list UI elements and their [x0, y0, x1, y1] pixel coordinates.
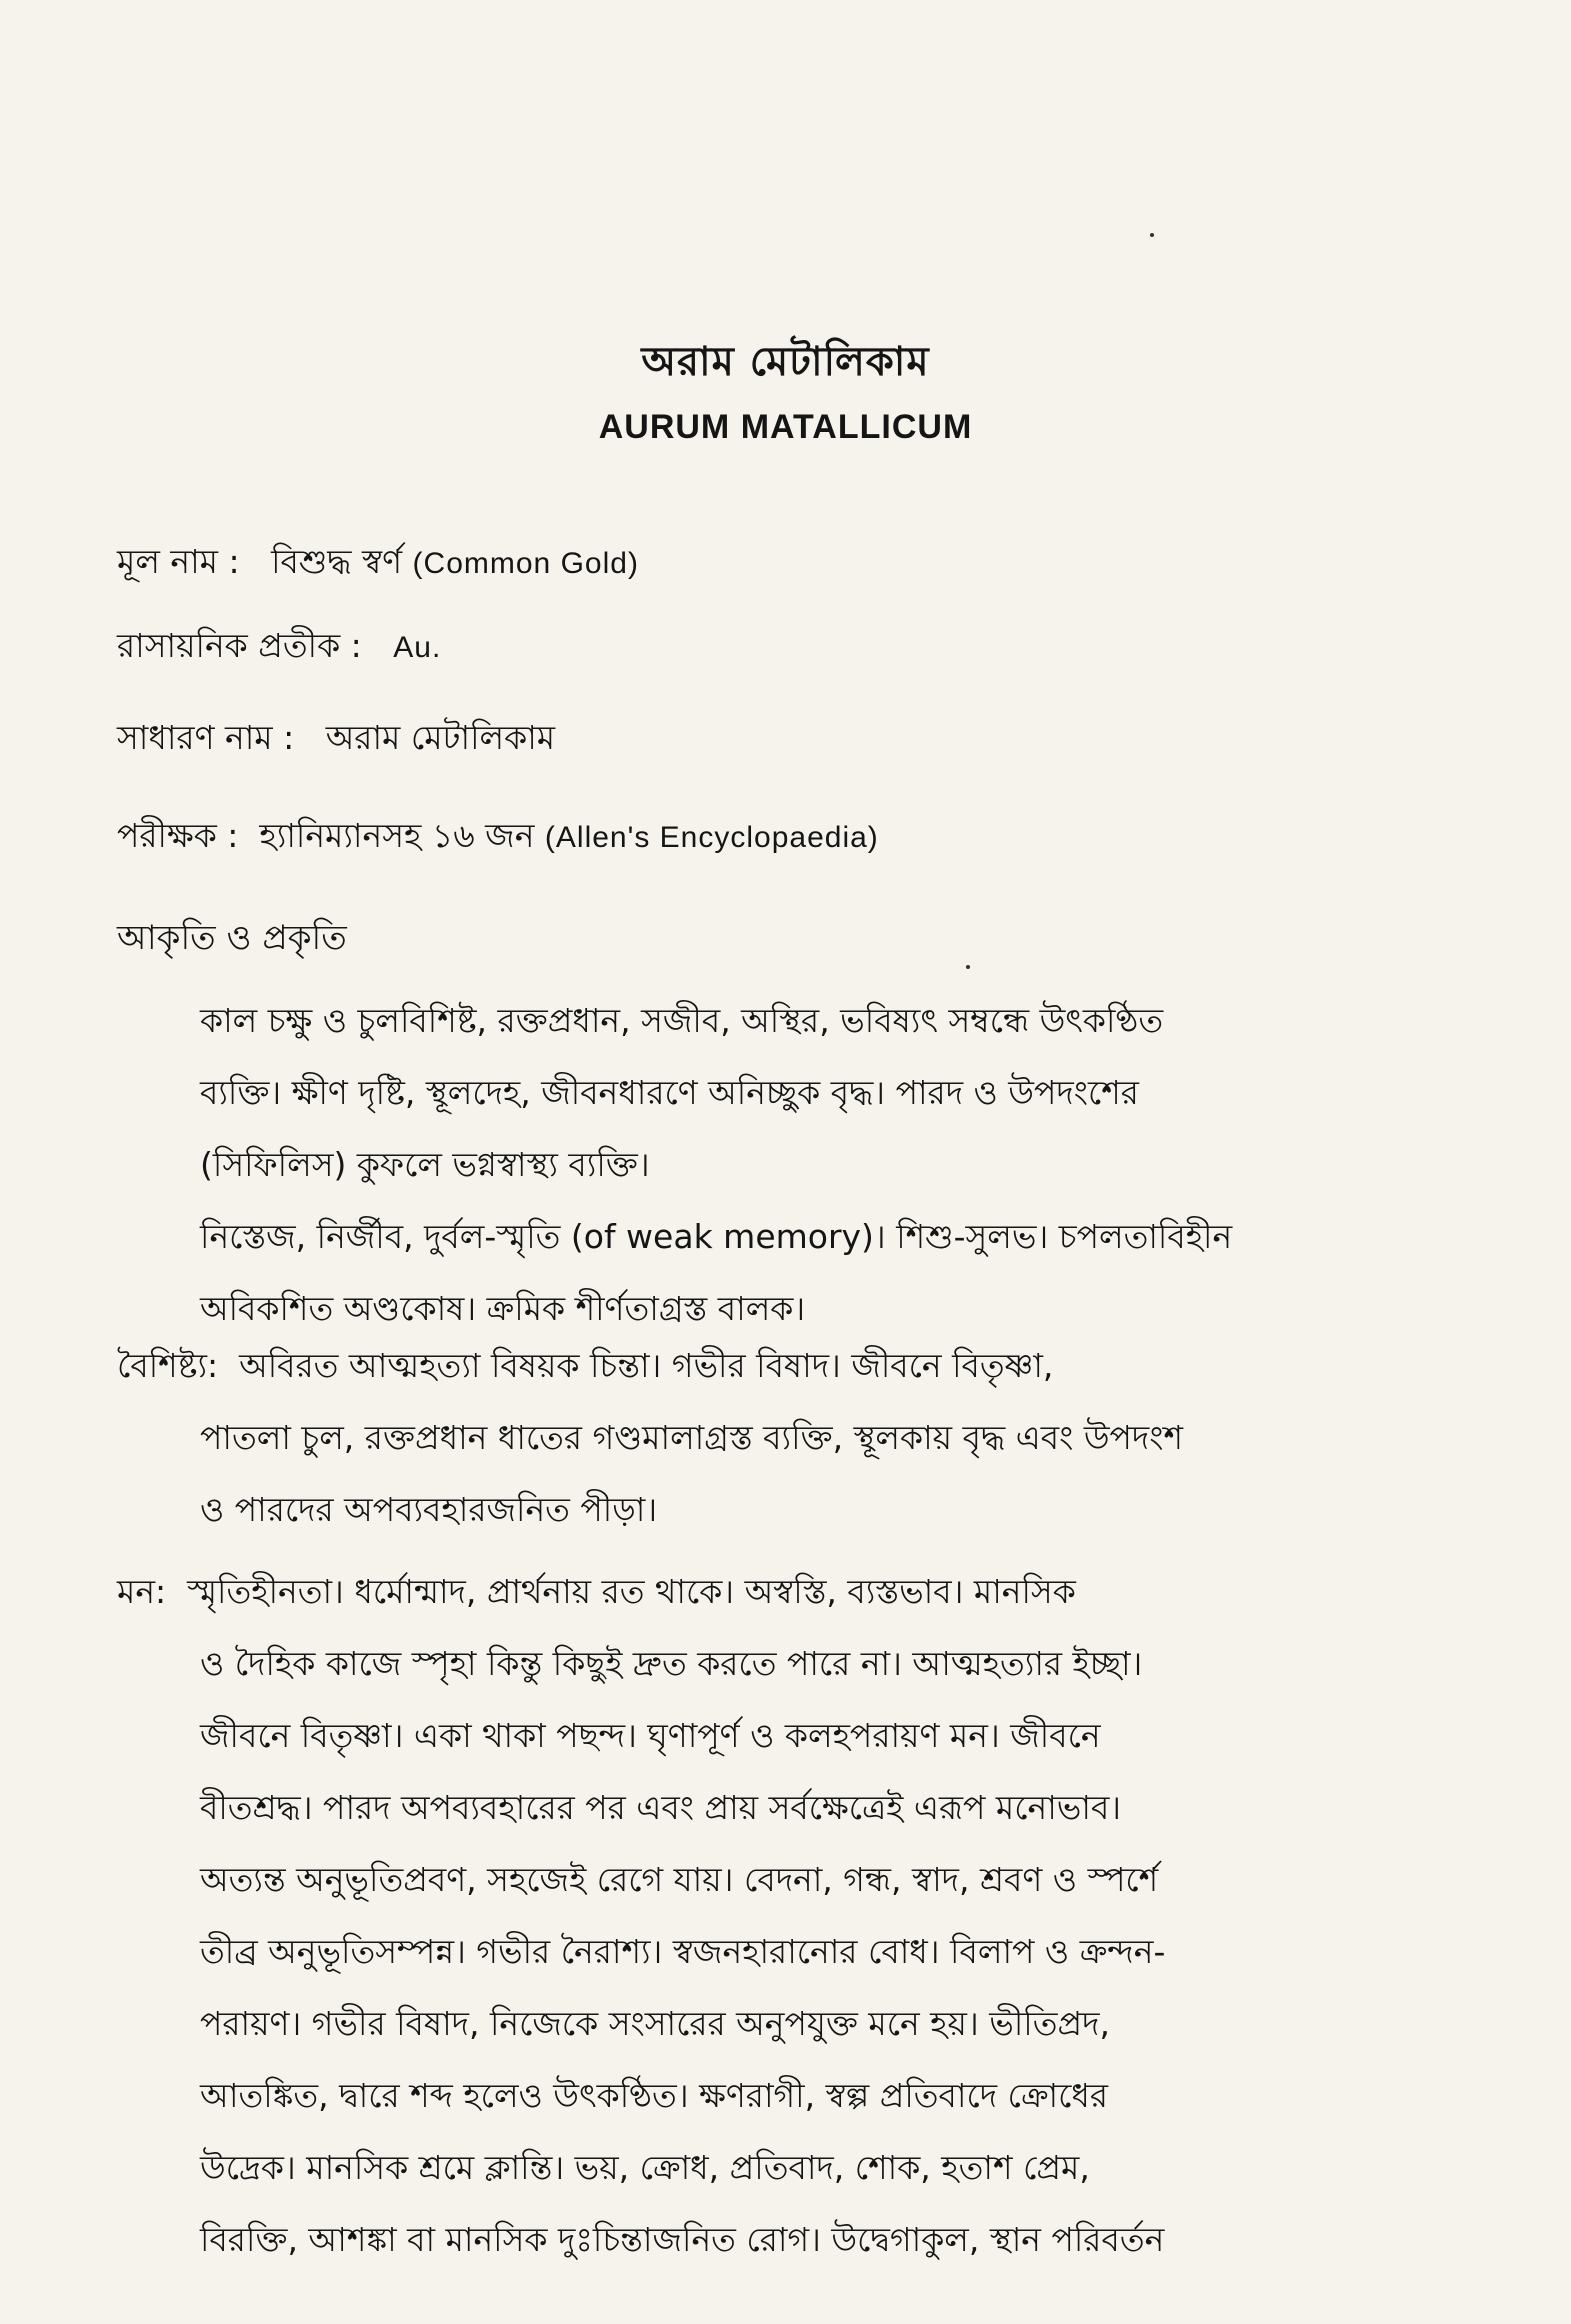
field-value: অরাম মেটালিকাম — [325, 718, 556, 757]
field-value-en: Au. — [393, 631, 442, 664]
field-label: মূল নাম : — [117, 542, 240, 581]
field-label: রাসায়নিক প্রতীক : — [117, 626, 362, 665]
speck-mark — [1150, 233, 1154, 237]
text-line-body: অবিরত আত্মহত্যা বিষয়ক চিন্তা। গভীর বিষাদ। জীবনে বিতৃষ্ণা, — [239, 1346, 1054, 1385]
field-label: সাধারণ নাম : — [117, 718, 295, 757]
text-line: বিরক্তি, আশঙ্কা বা মানসিক দুঃচিন্তাজনিত রোগ। উদ্বেগাকুল, স্থান পরিবর্তন — [200, 2220, 1165, 2259]
text-line: ও পারদের অপব্যবহারজনিত পীড়া। — [200, 1490, 658, 1529]
field-label: পরীক্ষক : — [117, 816, 239, 855]
text-line: অবিকশিত অণ্ডকোষ। ক্রমিক শীর্ণতাগ্রস্ত বালক। — [200, 1289, 806, 1328]
section-mind — [117, 1556, 1417, 2276]
field-value: হ্যানিম্যানসহ ১৬ জন — [259, 816, 535, 855]
title-english: AURUM MATALLICUM — [598, 408, 973, 446]
text-line: নিস্তেজ, নির্জীব, দুর্বল-স্মৃতি (of weak memory)। শিশু-সুলভ। চপলতাবিহীন — [200, 1217, 1233, 1256]
section-features — [117, 1330, 1417, 1546]
field-value: বিশুদ্ধ স্বর্ণ — [271, 542, 403, 581]
title-bengali: অরাম মেটালিকাম — [641, 339, 930, 385]
text-line: আতঙ্কিত, দ্বারে শব্দ হলেও উৎকণ্ঠিত। ক্ষণরাগী, স্বল্প প্রতিবাদে ক্রোধের — [200, 2076, 1109, 2115]
text-line: পাতলা চুল, রক্তপ্রধান ধাতের গণ্ডমালাগ্রস্ত ব্যক্তি, স্থূলকায় বৃদ্ধ এবং উপদংশ — [200, 1418, 1184, 1457]
field-provers — [117, 812, 879, 862]
text-line: অত্যন্ত অনুভূতিপ্রবণ, সহজেই রেগে যায়। বেদনা, গন্ধ, স্বাদ, শ্রবণ ও স্পর্শে — [200, 1860, 1159, 1899]
section-label: মন: — [117, 1572, 167, 1611]
text-line: ব্যক্তি। ক্ষীণ দৃষ্টি, স্থূলদেহ, জীবনধারণে অনিচ্ছুক বৃদ্ধ। পারদ ও উপদংশের — [200, 1073, 1139, 1112]
section-heading-appearance: আকৃতি ও প্রকৃতি — [117, 918, 347, 958]
text-line — [117, 1556, 1417, 1628]
text-line: বীতশ্রদ্ধ। পারদ অপব্যবহারের পর এবং প্রায় সর্বক্ষেত্রেই এরূপ মনোভাব। — [200, 1788, 1122, 1827]
text-line: উদ্রেক। মানসিক শ্রমে ক্লান্তি। ভয়, ক্রোধ, প্রতিবাদ, শোক, হতাশ প্রেম, — [200, 2148, 1090, 2187]
text-line: তীব্র অনুভূতিসম্পন্ন। গভীর নৈরাশ্য। স্বজনহারানোর বোধ। বিলাপ ও ক্রন্দন- — [200, 1932, 1166, 1971]
text-line: (সিফিলিস) কুফলে ভগ্নস্বাস্থ্য ব্যক্তি। — [200, 1145, 650, 1184]
section-label: বৈশিষ্ট্য: — [117, 1346, 219, 1385]
text-line: ও দৈহিক কাজে স্পৃহা কিন্তু কিছুই দ্রুত করতে পারে না। আত্মহত্যার ইচ্ছা। — [200, 1644, 1143, 1683]
text-line — [117, 1330, 1417, 1402]
field-chemical-symbol — [117, 622, 441, 672]
field-original-name — [117, 538, 639, 588]
text-line: জীবনে বিতৃষ্ণা। একা থাকা পছন্দ। ঘৃণাপূর্ণ ও কলহপরায়ণ মন। জীবনে — [200, 1716, 1101, 1755]
speck-mark — [966, 965, 970, 969]
text-line-body: স্মৃতিহীনতা। ধর্মোন্মাদ, প্রার্থনায় রত থাকে। অস্বস্তি, ব্যস্তভাব। মানসিক — [187, 1572, 1076, 1611]
section-appearance-body — [200, 985, 1400, 1345]
field-value-en: (Common Gold) — [412, 547, 639, 580]
text-line: পরায়ণ। গভীর বিষাদ, নিজেকে সংসারের অনুপযুক্ত মনে হয়। ভীতিপ্রদ, — [200, 2004, 1110, 2043]
field-common-name — [117, 714, 555, 764]
text-line: কাল চক্ষু ও চুলবিশিষ্ট, রক্তপ্রধান, সজীব, অস্থির, ভবিষ্যৎ সম্বন্ধে উৎকণ্ঠিত — [200, 1001, 1164, 1040]
field-value-en: (Allen's Encyclopaedia) — [544, 821, 879, 854]
